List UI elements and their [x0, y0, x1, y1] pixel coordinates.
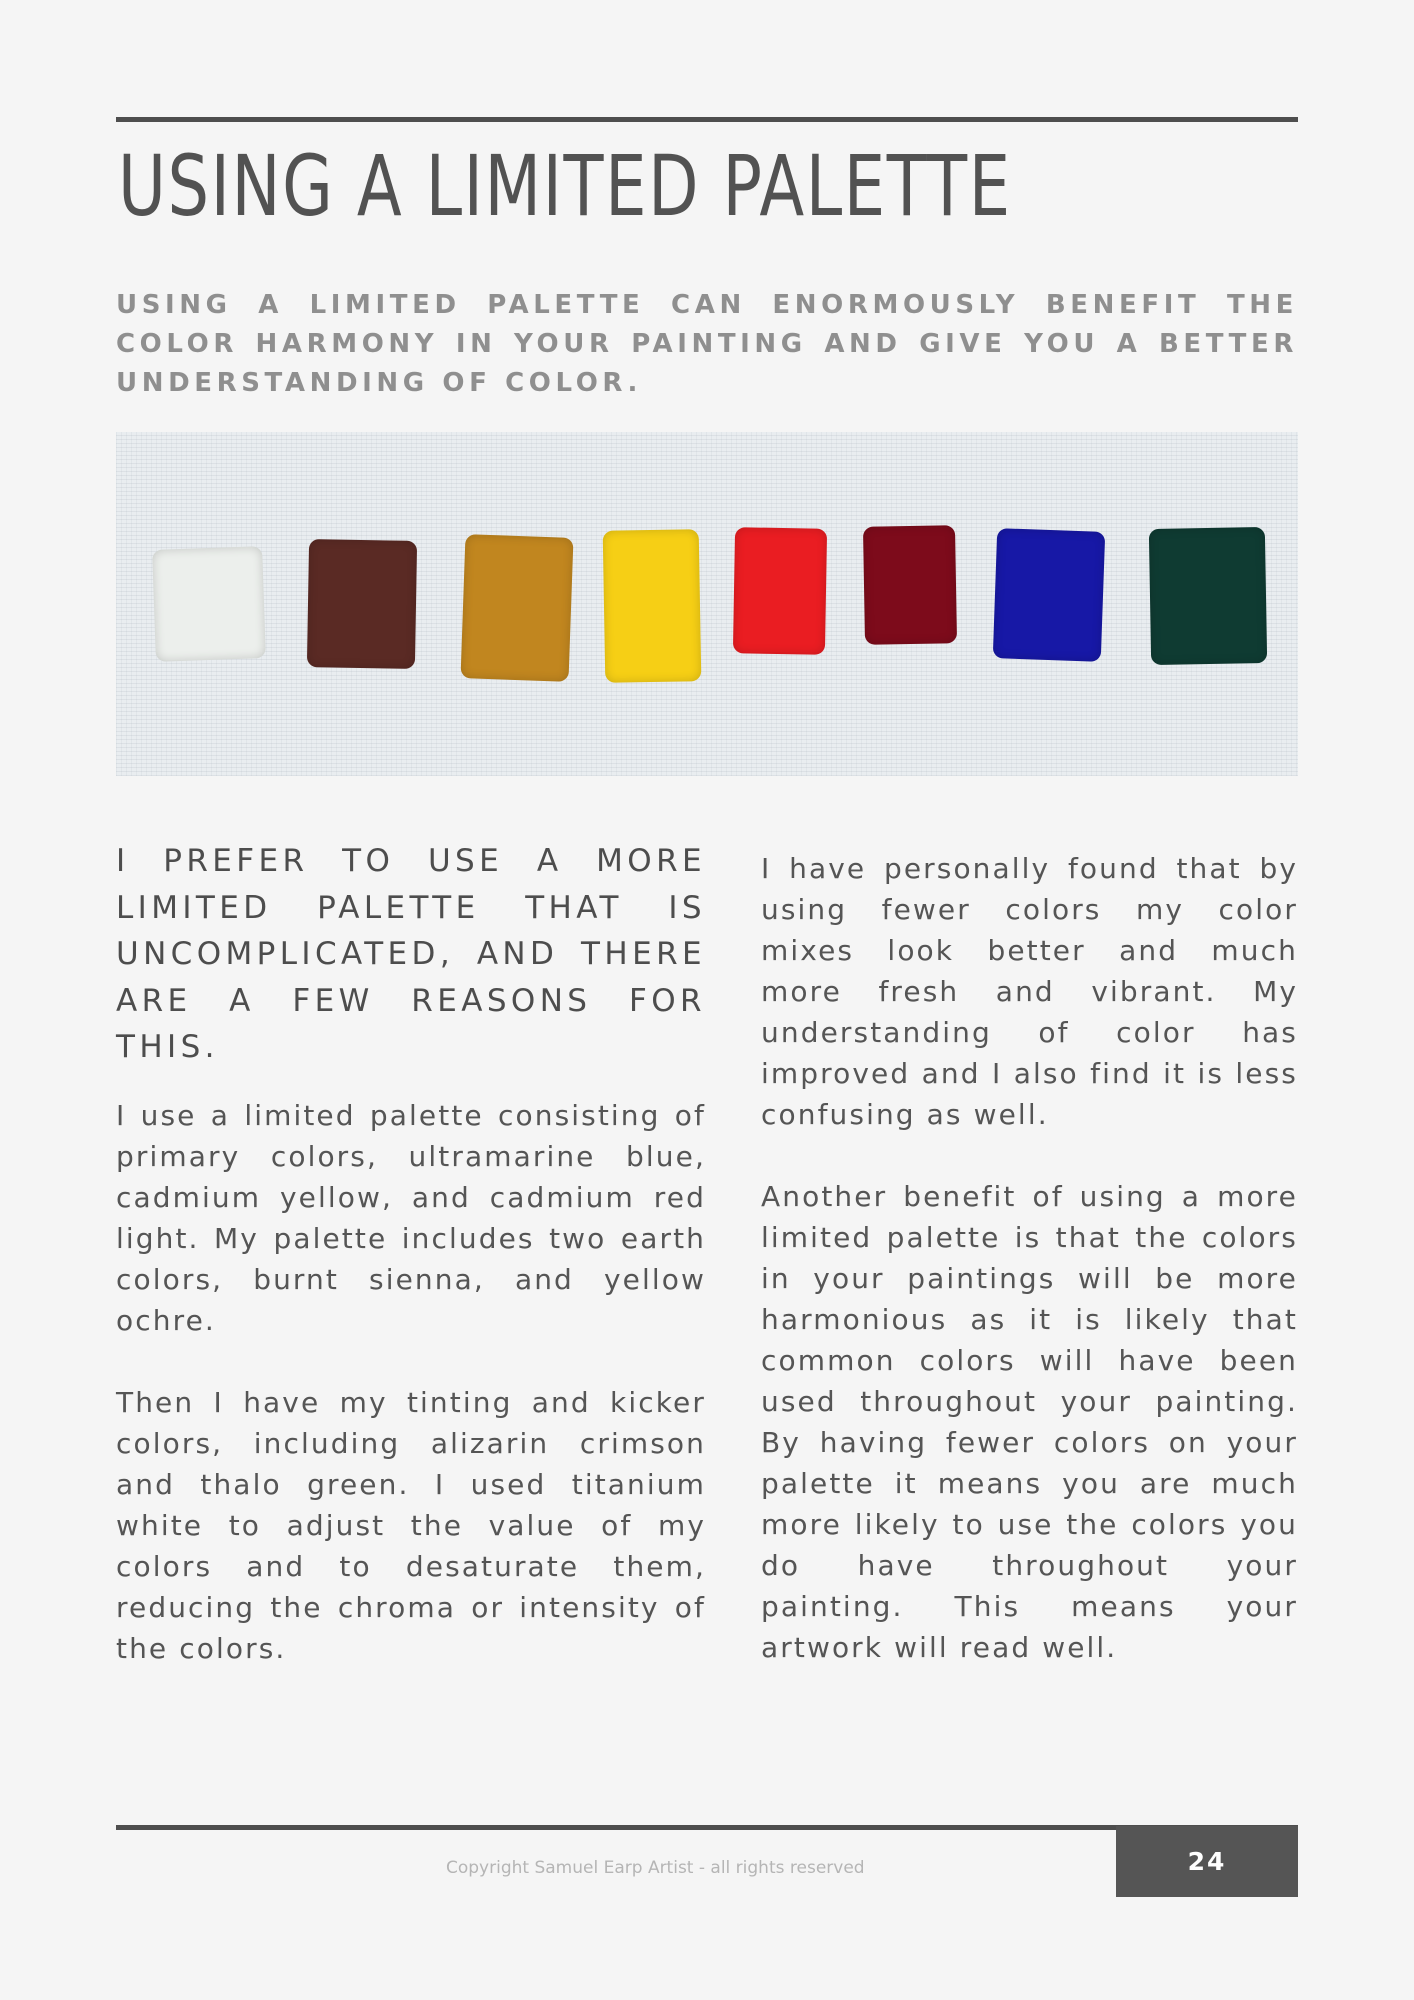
paint-swatch-ultramarine-blue [993, 528, 1105, 662]
top-rule [116, 117, 1298, 122]
paint-swatch-cadmium-yellow [603, 529, 702, 683]
paragraph-tinting-colors: Then I have my tinting and kicker colors, including alizarin crimson and thalo green. I used titanium white to adjust the value of my colors and to desaturate them, reducing the chroma or intensity of the colors. [116, 1385, 706, 1665]
paint-swatches-image [116, 432, 1298, 776]
right-column [761, 848, 1298, 1709]
lead-text: USING A LIMITED PALETTE CAN ENORMOUSLY BENEFIT THE COLOR HARMONY IN YOUR PAINTING AND GIVE YOU A BETTER UNDERSTANDING OF COLOR. [116, 290, 1298, 398]
left-column [116, 838, 706, 1710]
page-title: USING A LIMITED PALETTE [118, 137, 1012, 235]
paint-swatch-cadmium-red-light [733, 527, 827, 655]
paragraph-fewer-colors: I have personally found that by using fewer colors my color mixes look better and much more fresh and vibrant. My understanding of color has improved and I also find it is less confusing as well. [761, 852, 1298, 1131]
paint-swatch-titanium-white [152, 546, 266, 662]
section-heading: I PREFER TO USE A MORE LIMITED PALETTE THAT IS UNCOMPLICATED, AND THERE ARE A FEW REASONS FOR THIS. [116, 843, 706, 1065]
paint-swatch-yellow-ochre [461, 534, 574, 682]
page-number: 24 [1116, 1826, 1298, 1897]
footer-copyright: Copyright Samuel Earp Artist - all rights reserved [446, 1858, 865, 1878]
paragraph-limited-palette: I use a limited palette consisting of primary colors, ultramarine blue, cadmium yellow, and cadmium red light. My palette includes two earth colors, burnt sienna, and yellow ochre. [116, 1098, 706, 1337]
paint-swatch-thalo-green [1149, 527, 1267, 665]
paint-swatch-burnt-sienna [307, 539, 417, 669]
paragraph-harmony-benefit: Another benefit of using a more limited palette is that the colors in your paintings will be more harmonious as it is likely that common colors will have been used throughout your painting. By having fewer colors on your palette it means you are much more likely to use the colors you do have throughout your painting. This means your artwork will read well. [761, 1180, 1298, 1664]
paint-swatch-alizarin-crimson [863, 525, 957, 645]
